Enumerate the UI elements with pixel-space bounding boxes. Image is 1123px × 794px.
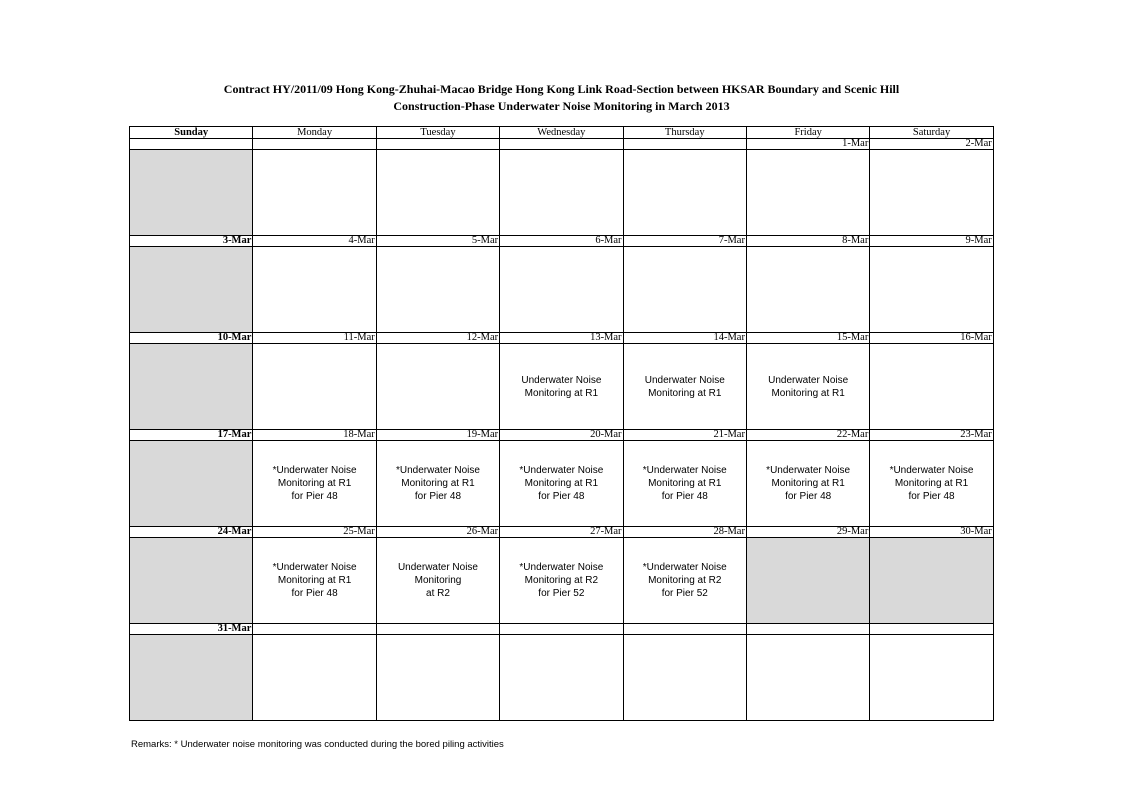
weekday-tuesday: Tuesday <box>376 127 499 139</box>
date-label <box>500 139 623 150</box>
day-cell <box>253 247 376 333</box>
day-cell <box>746 247 869 333</box>
date-label: 9-Mar <box>870 236 993 247</box>
day-cell <box>500 538 623 624</box>
week-date-row <box>130 527 994 538</box>
date-label: 27-Mar <box>500 527 623 538</box>
day-cell <box>746 538 869 624</box>
date-label: 12-Mar <box>376 333 499 344</box>
day-cell <box>376 538 499 624</box>
date-label: 11-Mar <box>253 333 376 344</box>
week-date-row <box>130 139 994 150</box>
monitoring-note: Underwater Noise Monitoring at R1 <box>644 374 725 399</box>
day-cell <box>746 150 869 236</box>
monitoring-note: *Underwater Noise Monitoring at R1 for Pier 48 <box>766 465 851 502</box>
day-cell <box>253 538 376 624</box>
date-label: 21-Mar <box>623 430 746 441</box>
day-cell <box>870 150 993 236</box>
monitoring-note: *Underwater Noise Monitoring at R1 for Pier 48 <box>642 465 727 502</box>
week-body-row <box>130 635 994 721</box>
date-label: 14-Mar <box>623 333 746 344</box>
date-label: 13-Mar <box>500 333 623 344</box>
monitoring-note: Underwater Noise Monitoring at R2 <box>397 562 478 599</box>
day-cell <box>746 635 869 721</box>
date-label <box>253 624 376 635</box>
day-cell <box>500 344 623 430</box>
date-label: 30-Mar <box>870 527 993 538</box>
date-label: 20-Mar <box>500 430 623 441</box>
day-cell <box>376 150 499 236</box>
day-cell <box>746 441 869 527</box>
date-label: 24-Mar <box>130 527 253 538</box>
day-cell <box>376 441 499 527</box>
date-label: 2-Mar <box>870 139 993 150</box>
date-label: 10-Mar <box>130 333 253 344</box>
monitoring-note: Underwater Noise Monitoring at R1 <box>521 374 602 399</box>
day-cell <box>376 635 499 721</box>
week-date-row <box>130 430 994 441</box>
day-cell <box>130 538 253 624</box>
date-label: 3-Mar <box>130 236 253 247</box>
day-cell <box>130 247 253 333</box>
date-label: 22-Mar <box>746 430 869 441</box>
weekday-friday: Friday <box>746 127 869 139</box>
day-cell <box>500 441 623 527</box>
weekday-saturday: Saturday <box>870 127 993 139</box>
document-subtitle: Construction-Phase Underwater Noise Monitoring in March 2013 <box>393 99 730 113</box>
day-cell <box>500 150 623 236</box>
date-label: 8-Mar <box>746 236 869 247</box>
date-label: 19-Mar <box>376 430 499 441</box>
date-label: 26-Mar <box>376 527 499 538</box>
day-cell <box>623 344 746 430</box>
week-body-row <box>130 344 994 430</box>
weekday-thursday: Thursday <box>623 127 746 139</box>
date-label <box>870 624 993 635</box>
day-cell <box>130 635 253 721</box>
week-body-row <box>130 247 994 333</box>
weekday-header-row <box>130 127 994 139</box>
week-body-row <box>130 538 994 624</box>
day-cell <box>253 635 376 721</box>
date-label <box>253 139 376 150</box>
date-label: 25-Mar <box>253 527 376 538</box>
remarks-note: Remarks: * Underwater noise monitoring was conducted during the bored piling activities <box>131 739 504 750</box>
day-cell <box>130 344 253 430</box>
week-body-row <box>130 441 994 527</box>
date-label <box>376 139 499 150</box>
date-label <box>500 624 623 635</box>
day-cell <box>746 344 869 430</box>
day-cell <box>623 538 746 624</box>
monitoring-note: Underwater Noise Monitoring at R1 <box>768 374 849 399</box>
date-label: 16-Mar <box>870 333 993 344</box>
day-cell <box>500 635 623 721</box>
monitoring-note: *Underwater Noise Monitoring at R2 for Pier 52 <box>519 562 604 599</box>
day-cell <box>130 441 253 527</box>
week-body-row <box>130 150 994 236</box>
day-cell <box>376 344 499 430</box>
monitoring-note: *Underwater Noise Monitoring at R1 for Pier 48 <box>889 465 974 502</box>
date-label: 15-Mar <box>746 333 869 344</box>
date-label: 1-Mar <box>746 139 869 150</box>
day-cell <box>500 247 623 333</box>
date-label <box>623 624 746 635</box>
date-label <box>376 624 499 635</box>
day-cell <box>623 150 746 236</box>
day-cell <box>623 247 746 333</box>
weekday-monday: Monday <box>253 127 376 139</box>
week-date-row <box>130 624 994 635</box>
date-label: 4-Mar <box>253 236 376 247</box>
weekday-sunday: Sunday <box>130 127 253 139</box>
weekday-wednesday: Wednesday <box>500 127 623 139</box>
monitoring-note: *Underwater Noise Monitoring at R1 for Pier 48 <box>396 465 480 502</box>
monitoring-note: *Underwater Noise Monitoring at R1 for Pier 48 <box>272 562 357 599</box>
date-label: 23-Mar <box>870 430 993 441</box>
date-label: 31-Mar <box>130 624 253 635</box>
calendar-table <box>129 126 994 721</box>
monitoring-note: *Underwater Noise Monitoring at R1 for Pier 48 <box>519 465 604 502</box>
monitoring-note: *Underwater Noise Monitoring at R1 for Pier 48 <box>272 465 357 502</box>
date-label <box>130 139 253 150</box>
date-label: 6-Mar <box>500 236 623 247</box>
date-label <box>623 139 746 150</box>
day-cell <box>870 344 993 430</box>
date-label: 17-Mar <box>130 430 253 441</box>
day-cell <box>376 247 499 333</box>
day-cell <box>623 635 746 721</box>
day-cell <box>870 441 993 527</box>
week-date-row <box>130 236 994 247</box>
week-date-row <box>130 333 994 344</box>
date-label: 5-Mar <box>376 236 499 247</box>
date-label <box>746 624 869 635</box>
day-cell <box>130 150 253 236</box>
day-cell <box>253 441 376 527</box>
date-label: 28-Mar <box>623 527 746 538</box>
document-title: Contract HY/2011/09 Hong Kong-Zhuhai-Macao Bridge Hong Kong Link Road-Section between HKSAR Boundary and Scenic Hill <box>223 82 900 96</box>
date-label: 18-Mar <box>253 430 376 441</box>
day-cell <box>623 441 746 527</box>
monitoring-note: *Underwater Noise Monitoring at R2 for Pier 52 <box>642 562 727 599</box>
date-label: 29-Mar <box>746 527 869 538</box>
day-cell <box>870 538 993 624</box>
date-label: 7-Mar <box>623 236 746 247</box>
day-cell <box>870 247 993 333</box>
day-cell <box>253 150 376 236</box>
day-cell <box>870 635 993 721</box>
day-cell <box>253 344 376 430</box>
